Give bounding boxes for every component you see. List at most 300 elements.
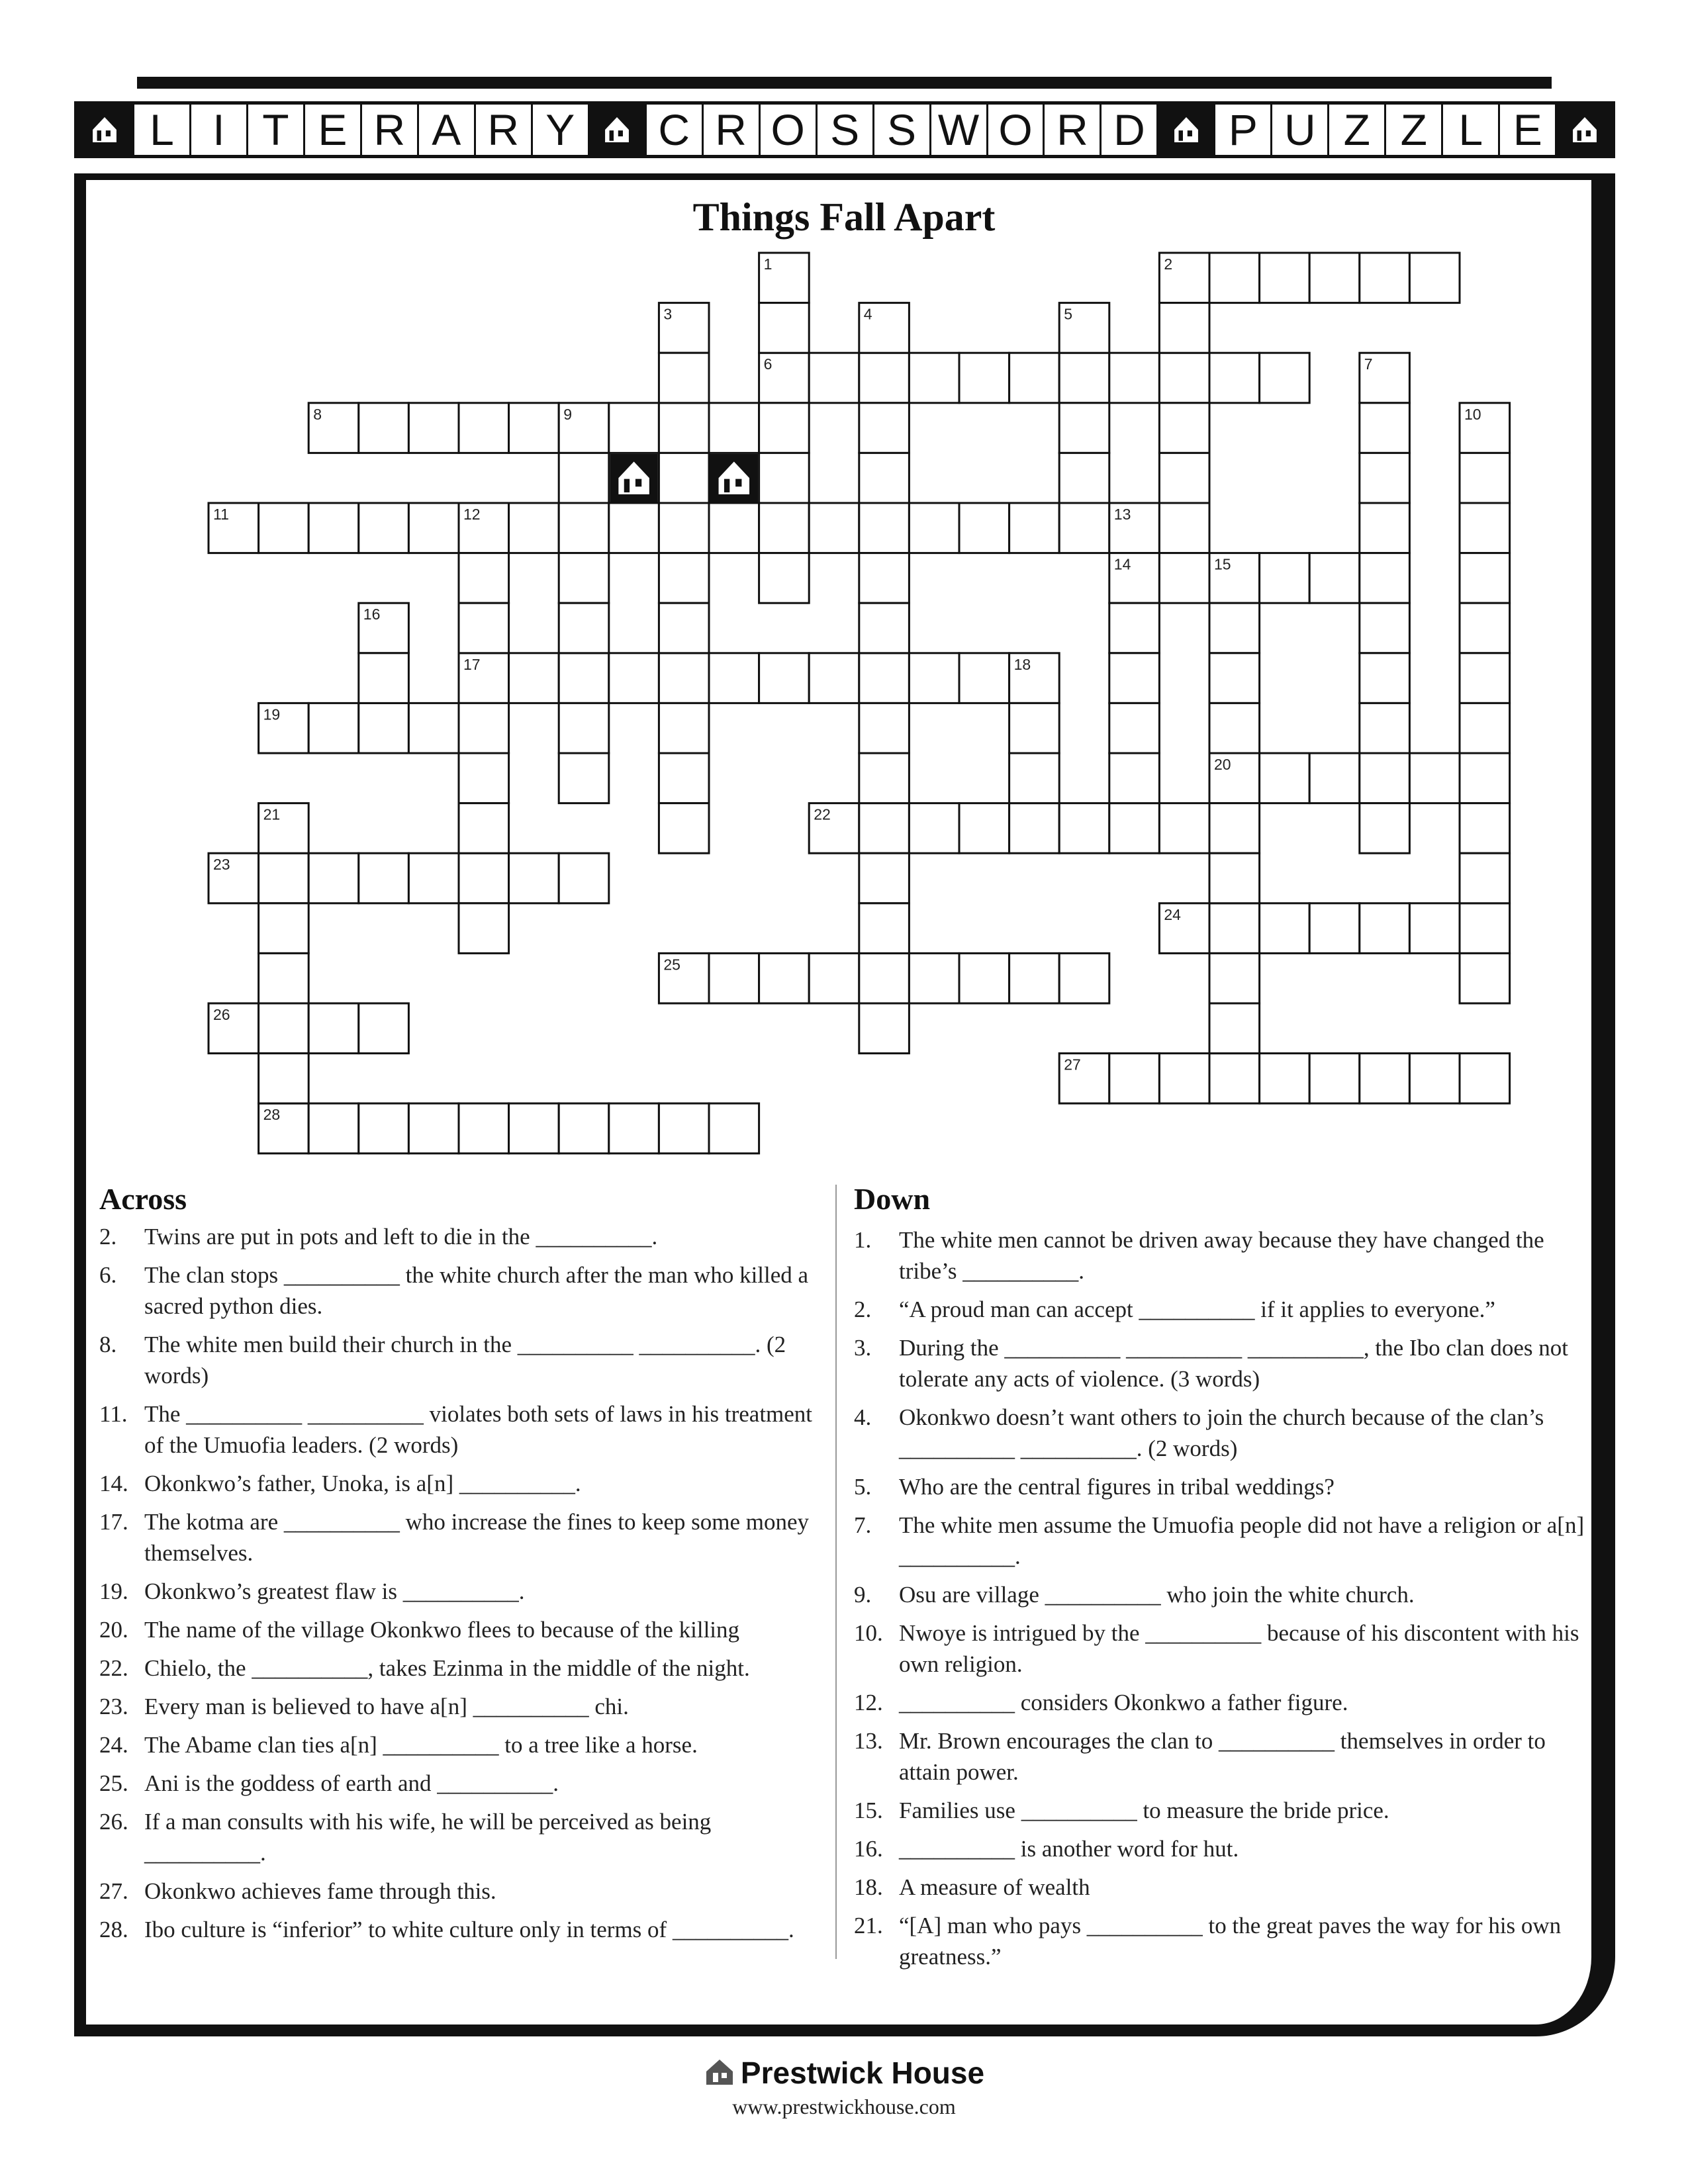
grid-cell[interactable] [1209,653,1260,704]
clue-text: If a man consults with his wife, he will be perceived as being __________. [144,1809,712,1866]
grid-cell[interactable] [859,353,910,403]
banner-letter: U [1272,105,1329,155]
clue-number: 27 [1064,1056,1081,1073]
clue-text: Chielo, the __________, takes Ezinma in the middle of the night. [144,1655,750,1681]
grid-cell[interactable] [1209,803,1260,854]
grid-cell[interactable] [1460,903,1510,954]
grid-cell[interactable] [1109,353,1160,403]
grid-cell[interactable] [1460,453,1510,503]
grid-cell[interactable] [1360,603,1410,653]
grid-cell[interactable] [1360,703,1410,753]
clue-text: “[A] man who pays __________ to the great paves the way for his own greatness.” [899,1913,1562,1970]
grid-cell[interactable] [1109,753,1160,803]
grid-cell[interactable] [1460,803,1510,854]
banner-letter: O [761,105,818,155]
grid-cell[interactable] [659,503,709,553]
clue-number: 16 [363,606,381,623]
grid-cell[interactable] [1409,253,1460,303]
grid-cell[interactable] [559,753,609,803]
grid-cell[interactable] [759,403,810,453]
grid-cell[interactable] [408,403,459,453]
grid-cell[interactable] [1360,653,1410,704]
prestwick-house-icon [610,454,658,502]
grid-cell[interactable] [1209,703,1260,753]
grid-cell[interactable] [459,1103,509,1154]
clue-number: 26. [99,1809,128,1835]
clue-number: 24. [99,1732,128,1758]
across-clue [99,1614,827,1645]
clue-number: 13. [854,1728,883,1754]
grid-cell[interactable] [509,1103,559,1154]
grid-cell[interactable] [1009,503,1060,553]
grid-cell[interactable] [259,503,309,553]
clue-number: 9 [563,405,572,423]
grid-cell[interactable] [659,803,709,854]
down-clue [854,1471,1589,1502]
banner-letter: D [1102,105,1158,155]
banner-letter: E [305,105,362,155]
grid-cell[interactable] [1460,1054,1510,1104]
clue-number: 4 [863,305,872,323]
grid-cell[interactable] [1360,753,1410,803]
grid-cell[interactable] [509,403,559,453]
grid-cell[interactable] [359,503,409,553]
grid-cell[interactable] [859,703,910,753]
grid-cell[interactable] [408,853,459,903]
grid-cell[interactable] [559,853,609,903]
clue-number: 22 [814,805,831,823]
clue-text: __________ is another word for hut. [899,1836,1239,1862]
grid-cell[interactable] [859,603,910,653]
grid-cell[interactable] [709,403,759,453]
grid-cell[interactable] [809,353,859,403]
grid-cell[interactable] [759,653,810,704]
grid-cell[interactable] [1059,803,1109,854]
grid-cell[interactable] [408,503,459,553]
clue-number: 8 [313,405,322,423]
grid-cell[interactable] [1059,503,1109,553]
grid-cell[interactable] [1109,653,1160,704]
clue-number: 18 [1013,655,1031,673]
clue-number: 7 [1364,355,1373,373]
grid-cell[interactable] [1209,853,1260,903]
grid-cell[interactable] [659,753,709,803]
grid-cell[interactable] [659,703,709,753]
grid-cell[interactable] [559,453,609,503]
clue-text: Twins are put in pots and left to die in the __________. [144,1224,658,1250]
grid-cell[interactable] [1309,253,1360,303]
grid-cell[interactable] [859,803,910,854]
grid-cell[interactable] [1460,503,1510,553]
banner-letter: R [362,105,419,155]
grid-cell[interactable] [709,503,759,553]
grid-cell[interactable] [1159,503,1209,553]
grid-cell[interactable] [1260,1054,1310,1104]
grid-cell[interactable] [359,1003,409,1054]
grid-cell[interactable] [759,953,810,1003]
clue-number: 20 [1214,756,1231,773]
grid-cell[interactable] [1460,853,1510,903]
banner-letter: Y [533,105,590,155]
across-clue [99,1876,827,1907]
across-clue [99,1729,827,1760]
grid-cell[interactable] [1409,1054,1460,1104]
clue-number: 25. [99,1770,128,1796]
grid-cell[interactable] [509,653,559,704]
clue-number: 9. [854,1582,872,1608]
across-heading: Across [99,1182,187,1216]
grid-cell[interactable] [559,703,609,753]
grid-cell[interactable] [1159,1054,1209,1104]
down-clue [854,1725,1589,1788]
grid-cell[interactable] [1260,753,1310,803]
clue-number: 14 [1113,555,1131,573]
clue-text: Osu are village __________ who join the white church. [899,1582,1415,1608]
grid-cell[interactable] [1209,353,1260,403]
grid-cell[interactable] [859,853,910,903]
down-clue [854,1294,1589,1325]
down-clue [854,1687,1589,1718]
grid-cell[interactable] [909,953,959,1003]
across-clue [99,1806,827,1868]
banner-letter: Z [1329,105,1386,155]
down-clue [854,1795,1589,1826]
clue-text: Okonkwo’s father, Unoka, is a[n] __________. [144,1471,581,1496]
grid-cell[interactable] [1360,503,1410,553]
grid-cell[interactable] [1260,353,1310,403]
grid-cell[interactable] [659,403,709,453]
grid-cell[interactable] [659,1103,709,1154]
grid-cell[interactable] [559,653,609,704]
across-clue [99,1506,827,1569]
grid-cell[interactable] [359,403,409,453]
grid-cell[interactable] [1360,253,1410,303]
clue-text: The white men cannot be driven away because they have changed the tribe’s __________. [899,1227,1544,1284]
grid-cell[interactable] [659,453,709,503]
clue-number: 14. [99,1471,128,1496]
grid-cell[interactable] [959,953,1009,1003]
grid-cell[interactable] [909,653,959,704]
grid-cell[interactable] [509,503,559,553]
down-clue-list [854,1224,1589,1979]
clue-text: A measure of wealth [899,1874,1090,1900]
grid-cell[interactable] [1460,603,1510,653]
grid-cell[interactable] [859,453,910,503]
grid-cell[interactable] [1309,553,1360,604]
clue-text: Families use __________ to measure the bride price. [899,1797,1389,1823]
clue-text: Ani is the goddess of earth and __________. [144,1770,559,1796]
grid-cell[interactable] [1009,753,1060,803]
banner-letter: A [419,105,476,155]
grid-cell[interactable] [308,1003,359,1054]
grid-cell[interactable] [1409,903,1460,954]
grid-cell[interactable] [759,553,810,604]
grid-cell[interactable] [459,903,509,954]
puzzle-title: Things Fall Apart [692,195,996,239]
clue-number: 17 [463,655,481,673]
grid-cell[interactable] [759,453,810,503]
clue-number: 3. [854,1335,872,1361]
grid-cell[interactable] [308,853,359,903]
banner-letter: R [1045,105,1102,155]
across-clue [99,1259,827,1322]
clue-number: 1 [763,255,773,273]
grid-cell[interactable] [559,503,609,553]
clue-number: 28 [263,1106,281,1124]
down-clue [854,1833,1589,1864]
down-clue [854,1579,1589,1610]
clue-number: 2. [854,1297,872,1322]
banner-letter: L [1443,105,1500,155]
grid-cell[interactable] [809,953,859,1003]
grid-cell[interactable] [1109,703,1160,753]
grid-cell[interactable] [1360,453,1410,503]
brand-name: Prestwick House [740,2056,985,2090]
grid-cell[interactable] [459,703,509,753]
grid-cell[interactable] [1209,1003,1260,1054]
clue-number: 8. [99,1332,117,1357]
across-clue [99,1653,827,1684]
grid-cell[interactable] [909,803,959,854]
clue-text: Okonkwo’s greatest flaw is __________. [144,1578,525,1604]
grid-cell[interactable] [359,703,409,753]
clue-text: The white men build their church in the __________ __________. (2 words) [144,1332,786,1388]
grid-cell[interactable] [759,503,810,553]
banner-letter: L [134,105,191,155]
grid-cell[interactable] [659,353,709,403]
across-clue [99,1914,827,1945]
grid-cell[interactable] [909,353,959,403]
grid-cell[interactable] [959,503,1009,553]
grid-cell[interactable] [408,703,459,753]
grid-cell[interactable] [959,803,1009,854]
grid-cell[interactable] [1209,1054,1260,1104]
grid-cell[interactable] [559,553,609,604]
grid-cell[interactable] [308,703,359,753]
banner-letter: R [704,105,761,155]
grid-cell[interactable] [1059,353,1109,403]
banner-letter: S [874,105,931,155]
banner-letter: O [988,105,1045,155]
clue-text: Ibo culture is “inferior” to white culture only in terms of __________. [144,1917,794,1942]
clue-text: Every man is believed to have a[n] __________ chi. [144,1694,629,1719]
clue-number: 24 [1164,905,1181,923]
grid-cell[interactable] [709,1103,759,1154]
grid-cell[interactable] [1460,653,1510,704]
grid-cell[interactable] [859,953,910,1003]
grid-cell[interactable] [1109,603,1160,653]
grid-cell[interactable] [308,1103,359,1154]
clue-number: 21 [263,805,281,823]
grid-cell[interactable] [709,953,759,1003]
across-clue [99,1468,827,1499]
clue-number: 18. [854,1874,883,1900]
grid-cell[interactable] [1059,453,1109,503]
clue-text: The white men assume the Umuofia people did not have a religion or a[n] __________. [899,1512,1585,1569]
grid-cell[interactable] [1059,403,1109,453]
across-clue [99,1329,827,1391]
down-clue [854,1224,1589,1287]
grid-cell[interactable] [1159,803,1209,854]
banner-letter: W [931,105,988,155]
grid-cell[interactable] [1159,303,1209,353]
clue-number: 10 [1464,405,1481,423]
clue-number: 26 [213,1006,230,1023]
grid-cell[interactable] [1009,703,1060,753]
grid-cell[interactable] [659,653,709,704]
grid-cell[interactable] [1159,553,1209,604]
grid-cell[interactable] [1360,553,1410,604]
grid-cell[interactable] [809,653,859,704]
clue-text: The kotma are __________ who increase the fines to keep some money themselves. [144,1509,810,1566]
grid-cell[interactable] [859,753,910,803]
grid-cell[interactable] [408,1103,459,1154]
grid-cell[interactable] [1309,1054,1360,1104]
clue-text: Mr. Brown encourages the clan to __________ themselves in order to attain power. [899,1728,1546,1785]
grid-cell[interactable] [1260,253,1310,303]
grid-cell[interactable] [609,403,659,453]
grid-cell[interactable] [1260,903,1310,954]
clue-number: 12. [854,1690,883,1715]
grid-cell[interactable] [759,303,810,353]
prestwick-house-icon [704,2056,735,2095]
across-clue-list [99,1221,827,1952]
grid-cell[interactable] [259,853,309,903]
grid-cell[interactable] [609,653,659,704]
grid-cell[interactable] [1309,903,1360,954]
clue-text: Nwoye is intrigued by the __________ because of his discontent with his own religion. [899,1620,1579,1677]
down-heading: Down [854,1182,931,1216]
grid-cell[interactable] [559,1103,609,1154]
grid-cell[interactable] [459,403,509,453]
website-url[interactable]: www.prestwickhouse.com [732,2095,956,2118]
banner-letter: E [1500,105,1557,155]
clue-number: 17. [99,1509,128,1535]
grid-cell[interactable] [1309,753,1360,803]
clue-number: 12 [463,506,481,523]
clue-number: 27. [99,1878,128,1904]
clue-number: 21. [854,1913,883,1938]
grid-cell[interactable] [1460,953,1510,1003]
clue-number: 13 [1113,506,1131,523]
banner-letter: T [248,105,305,155]
grid-cell[interactable] [259,1054,309,1104]
clue-number: 11 [213,506,229,523]
grid-cell[interactable] [359,853,409,903]
grid-cell[interactable] [809,503,859,553]
grid-cell[interactable] [259,903,309,954]
banner-letter: Z [1386,105,1443,155]
grid-cell[interactable] [959,653,1009,704]
grid-cell[interactable] [1009,803,1060,854]
clue-number: 25 [663,956,680,974]
grid-cell[interactable] [859,903,910,954]
grid-cell[interactable] [1460,703,1510,753]
clue-number: 7. [854,1512,872,1538]
clue-number: 5. [854,1474,872,1500]
prestwick-house-logo [0,2055,1688,2095]
clue-text: The name of the village Okonkwo flees to because of the killing [144,1617,740,1643]
across-clue [99,1691,827,1722]
grid-cell[interactable] [1109,1054,1160,1104]
clue-text: The Abame clan ties a[n] __________ to a tree like a horse. [144,1732,698,1758]
across-clue [99,1398,827,1461]
grid-cell[interactable] [1209,953,1260,1003]
grid-cell[interactable] [459,603,509,653]
grid-cell[interactable] [1409,753,1460,803]
down-clue [854,1510,1589,1572]
banner-letter: R [476,105,533,155]
clue-number: 22. [99,1655,128,1681]
grid-cell[interactable] [959,353,1009,403]
clue-number: 16. [854,1836,883,1862]
grid-cell[interactable] [259,1003,309,1054]
grid-cell[interactable] [459,853,509,903]
grid-cell[interactable] [459,803,509,854]
grid-cell[interactable] [609,1103,659,1154]
grid-cell[interactable] [1059,953,1109,1003]
grid-cell[interactable] [1209,903,1260,954]
clue-number: 5 [1064,305,1072,323]
grid-cell[interactable] [359,1103,409,1154]
clue-number: 11. [99,1401,128,1427]
grid-cell[interactable] [609,503,659,553]
prestwick-house-icon [710,454,759,502]
grid-cell[interactable] [1159,353,1209,403]
grid-cell[interactable] [1360,903,1410,954]
grid-cell[interactable] [859,1003,910,1054]
grid-cell[interactable] [1009,953,1060,1003]
grid-cell[interactable] [1209,603,1260,653]
grid-cell[interactable] [1360,403,1410,453]
grid-cell[interactable] [1159,403,1209,453]
grid-cell[interactable] [859,553,910,604]
grid-cell[interactable] [308,503,359,553]
clue-number: 23. [99,1694,128,1719]
clue-number: 15 [1214,555,1231,573]
grid-cell[interactable] [259,953,309,1003]
grid-cell[interactable] [459,753,509,803]
grid-cell[interactable] [1159,453,1209,503]
grid-cell[interactable] [559,603,609,653]
grid-cell[interactable] [1209,253,1260,303]
grid-cell[interactable] [659,603,709,653]
grid-cell[interactable] [859,503,910,553]
down-clue [854,1402,1589,1464]
grid-cell[interactable] [459,553,509,604]
grid-cell[interactable] [1360,1054,1410,1104]
grid-cell[interactable] [659,553,709,604]
grid-cell[interactable] [359,653,409,704]
grid-cell[interactable] [1009,353,1060,403]
banner-letter: S [818,105,874,155]
across-clue [99,1221,827,1252]
grid-cell[interactable] [1260,553,1310,604]
grid-cell[interactable] [709,653,759,704]
grid-cell[interactable] [1460,553,1510,604]
across-clue [99,1576,827,1607]
grid-cell[interactable] [509,853,559,903]
grid-cell[interactable] [1360,803,1410,854]
clue-number: 6 [763,355,773,373]
grid-cell[interactable] [1460,753,1510,803]
grid-cell[interactable] [859,653,910,704]
grid-cell[interactable] [1109,803,1160,854]
grid-cell[interactable] [909,503,959,553]
grid-cell[interactable] [859,403,910,453]
clue-text: Who are the central figures in tribal weddings? [899,1474,1335,1500]
across-clue [99,1768,827,1799]
